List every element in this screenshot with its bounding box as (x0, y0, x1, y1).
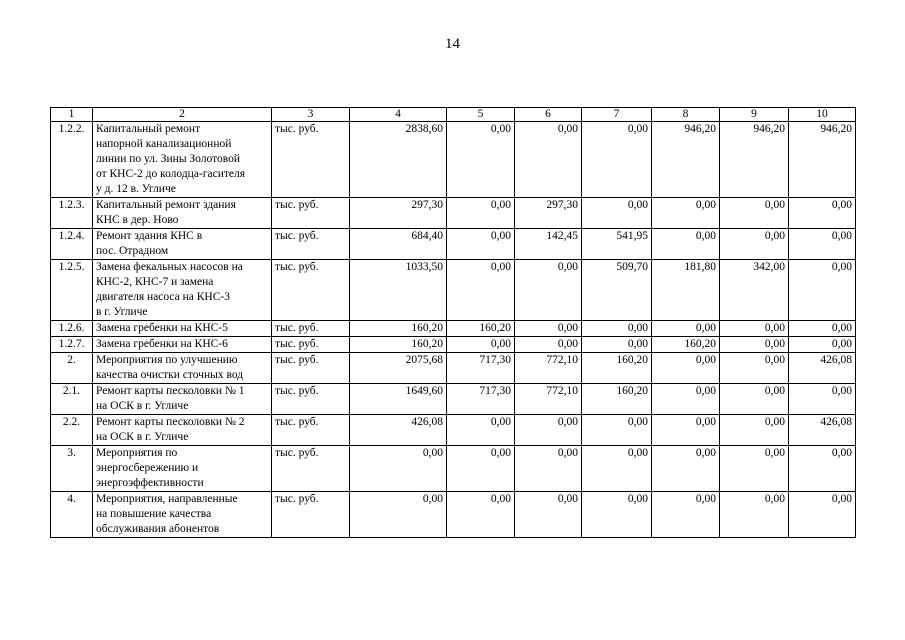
row-name (93, 384, 272, 415)
row-name (93, 321, 272, 337)
row-unit: тыс. руб. (272, 353, 350, 384)
row-value: 946,20 (720, 122, 789, 198)
table-header-row (51, 108, 856, 122)
row-value: 0,00 (789, 198, 856, 229)
row-value: 946,20 (789, 122, 856, 198)
row-value: 0,00 (652, 198, 720, 229)
row-value: 0,00 (447, 122, 515, 198)
table-row (51, 384, 856, 415)
table-row (51, 415, 856, 446)
row-name-line: Замена фекальных насосов на (96, 261, 243, 273)
row-name-line: Ремонт здания КНС в (96, 230, 203, 242)
row-value: 0,00 (720, 321, 789, 337)
row-value: 0,00 (720, 198, 789, 229)
row-number: 2. (51, 353, 93, 384)
row-value: 0,00 (652, 415, 720, 446)
row-value: 0,00 (789, 337, 856, 353)
row-value: 426,08 (789, 415, 856, 446)
row-unit: тыс. руб. (272, 260, 350, 321)
table-row (51, 321, 856, 337)
column-header: 2 (93, 108, 272, 122)
row-value: 0,00 (789, 260, 856, 321)
row-value: 0,00 (515, 446, 582, 492)
table-row (51, 122, 856, 198)
row-number: 1.2.2. (51, 122, 93, 198)
row-value: 297,30 (515, 198, 582, 229)
table-row (51, 198, 856, 229)
row-name-line: Ремонт карты песколовки № 1 (96, 385, 245, 397)
row-value: 684,40 (350, 229, 447, 260)
row-value: 160,20 (447, 321, 515, 337)
table-row (51, 446, 856, 492)
row-value: 772,10 (515, 384, 582, 415)
row-name-line: пос. Отрадном (96, 245, 169, 257)
row-value: 0,00 (582, 446, 652, 492)
row-name (93, 260, 272, 321)
row-number: 1.2.6. (51, 321, 93, 337)
row-value: 717,30 (447, 384, 515, 415)
row-unit: тыс. руб. (272, 198, 350, 229)
row-value: 0,00 (515, 321, 582, 337)
row-name-line: Мероприятия, направленные (96, 493, 238, 505)
row-name-line: Замена гребенки на КНС-6 (96, 338, 228, 350)
row-value: 2075,68 (350, 353, 447, 384)
row-name-line: энергосбережению и (96, 462, 199, 474)
row-value: 946,20 (652, 122, 720, 198)
row-name (93, 446, 272, 492)
row-value: 0,00 (582, 415, 652, 446)
table-row (51, 260, 856, 321)
row-value: 0,00 (515, 337, 582, 353)
row-value: 297,30 (350, 198, 447, 229)
row-name-line: в г. Угличе (96, 306, 148, 318)
row-value: 0,00 (447, 337, 515, 353)
row-value: 0,00 (582, 337, 652, 353)
row-unit: тыс. руб. (272, 229, 350, 260)
row-unit: тыс. руб. (272, 337, 350, 353)
table-body (51, 108, 856, 538)
row-value: 0,00 (789, 321, 856, 337)
row-value: 160,20 (582, 353, 652, 384)
row-value: 142,45 (515, 229, 582, 260)
row-value: 160,20 (582, 384, 652, 415)
row-name (93, 198, 272, 229)
row-value: 0,00 (652, 446, 720, 492)
row-value: 160,20 (652, 337, 720, 353)
table-row (51, 353, 856, 384)
page-number: 14 (445, 36, 460, 52)
row-value: 0,00 (447, 415, 515, 446)
column-header: 9 (720, 108, 789, 122)
row-number: 2.2. (51, 415, 93, 446)
row-value: 0,00 (720, 353, 789, 384)
row-value: 0,00 (582, 198, 652, 229)
row-number: 1.2.5. (51, 260, 93, 321)
row-name-line: на ОСК в г. Угличе (96, 400, 189, 412)
row-name (93, 229, 272, 260)
row-number: 1.2.4. (51, 229, 93, 260)
row-value: 0,00 (720, 229, 789, 260)
row-value: 0,00 (515, 122, 582, 198)
row-value: 2838,60 (350, 122, 447, 198)
row-value: 541,95 (582, 229, 652, 260)
table-row (51, 229, 856, 260)
row-value: 181,80 (652, 260, 720, 321)
column-header: 1 (51, 108, 93, 122)
row-name-line: Мероприятия по (96, 447, 178, 459)
row-value: 0,00 (515, 415, 582, 446)
table-row (51, 492, 856, 538)
row-value: 342,00 (720, 260, 789, 321)
row-value: 160,20 (350, 321, 447, 337)
row-name (93, 353, 272, 384)
row-name (93, 415, 272, 446)
row-value: 772,10 (515, 353, 582, 384)
row-name-line: на повышение качества (96, 508, 212, 520)
column-header: 4 (350, 108, 447, 122)
column-header: 3 (272, 108, 350, 122)
row-number: 2.1. (51, 384, 93, 415)
column-header: 10 (789, 108, 856, 122)
row-name (93, 337, 272, 353)
row-number: 1.2.3. (51, 198, 93, 229)
row-unit: тыс. руб. (272, 492, 350, 538)
row-value: 0,00 (652, 321, 720, 337)
row-name-line: Капитальный ремонт здания (96, 199, 236, 211)
row-name-line: у д. 12 в. Угличе (96, 183, 176, 195)
row-name-line: обслуживания абонентов (96, 523, 220, 535)
row-value: 1033,50 (350, 260, 447, 321)
row-name-line: напорной канализационной (96, 138, 232, 150)
row-value: 0,00 (582, 122, 652, 198)
row-value: 0,00 (720, 415, 789, 446)
row-number: 3. (51, 446, 93, 492)
row-unit: тыс. руб. (272, 384, 350, 415)
row-value: 0,00 (652, 492, 720, 538)
row-number: 4. (51, 492, 93, 538)
row-name (93, 122, 272, 198)
row-value: 0,00 (789, 492, 856, 538)
row-value: 0,00 (582, 492, 652, 538)
row-name-line: двигателя насоса на КНС-3 (96, 291, 230, 303)
row-value: 0,00 (789, 446, 856, 492)
row-value: 0,00 (350, 492, 447, 538)
measures-table (50, 107, 856, 538)
row-name-line: КНС-2, КНС-7 и замена (96, 276, 214, 288)
row-value: 0,00 (789, 384, 856, 415)
column-header: 8 (652, 108, 720, 122)
row-value: 0,00 (720, 337, 789, 353)
row-name-line: энергоэффективности (96, 477, 204, 489)
row-name-line: Замена гребенки на КНС-5 (96, 322, 228, 334)
row-value: 0,00 (720, 492, 789, 538)
row-value: 0,00 (652, 229, 720, 260)
row-value: 0,00 (447, 492, 515, 538)
column-header: 7 (582, 108, 652, 122)
row-value: 0,00 (447, 229, 515, 260)
row-name-line: Мероприятия по улучшению (96, 354, 238, 366)
row-unit: тыс. руб. (272, 122, 350, 198)
row-value: 717,30 (447, 353, 515, 384)
column-header: 6 (515, 108, 582, 122)
row-unit: тыс. руб. (272, 415, 350, 446)
row-value: 426,08 (789, 353, 856, 384)
row-name-line: на ОСК в г. Угличе (96, 431, 189, 443)
row-value: 0,00 (515, 492, 582, 538)
row-value: 0,00 (652, 353, 720, 384)
row-unit: тыс. руб. (272, 446, 350, 492)
row-name-line: КНС в дер. Ново (96, 214, 179, 226)
row-value: 0,00 (652, 384, 720, 415)
row-value: 0,00 (447, 260, 515, 321)
row-name-line: качества очистки сточных вод (96, 369, 244, 381)
row-value: 160,20 (350, 337, 447, 353)
row-value: 509,70 (582, 260, 652, 321)
row-value: 0,00 (447, 446, 515, 492)
row-value: 426,08 (350, 415, 447, 446)
row-value: 0,00 (720, 446, 789, 492)
row-name-line: Ремонт карты песколовки № 2 (96, 416, 245, 428)
table-row (51, 337, 856, 353)
column-header: 5 (447, 108, 515, 122)
row-value: 0,00 (350, 446, 447, 492)
row-name-line: от КНС-2 до колодца-гасителя (96, 168, 246, 180)
row-number: 1.2.7. (51, 337, 93, 353)
row-name-line: Капитальный ремонт (96, 123, 201, 135)
row-name-line: линии по ул. Зины Золотовой (96, 153, 240, 165)
row-value: 0,00 (447, 198, 515, 229)
row-name (93, 492, 272, 538)
row-unit: тыс. руб. (272, 321, 350, 337)
row-value: 1649,60 (350, 384, 447, 415)
row-value: 0,00 (582, 321, 652, 337)
row-value: 0,00 (789, 229, 856, 260)
row-value: 0,00 (515, 260, 582, 321)
row-value: 0,00 (720, 384, 789, 415)
